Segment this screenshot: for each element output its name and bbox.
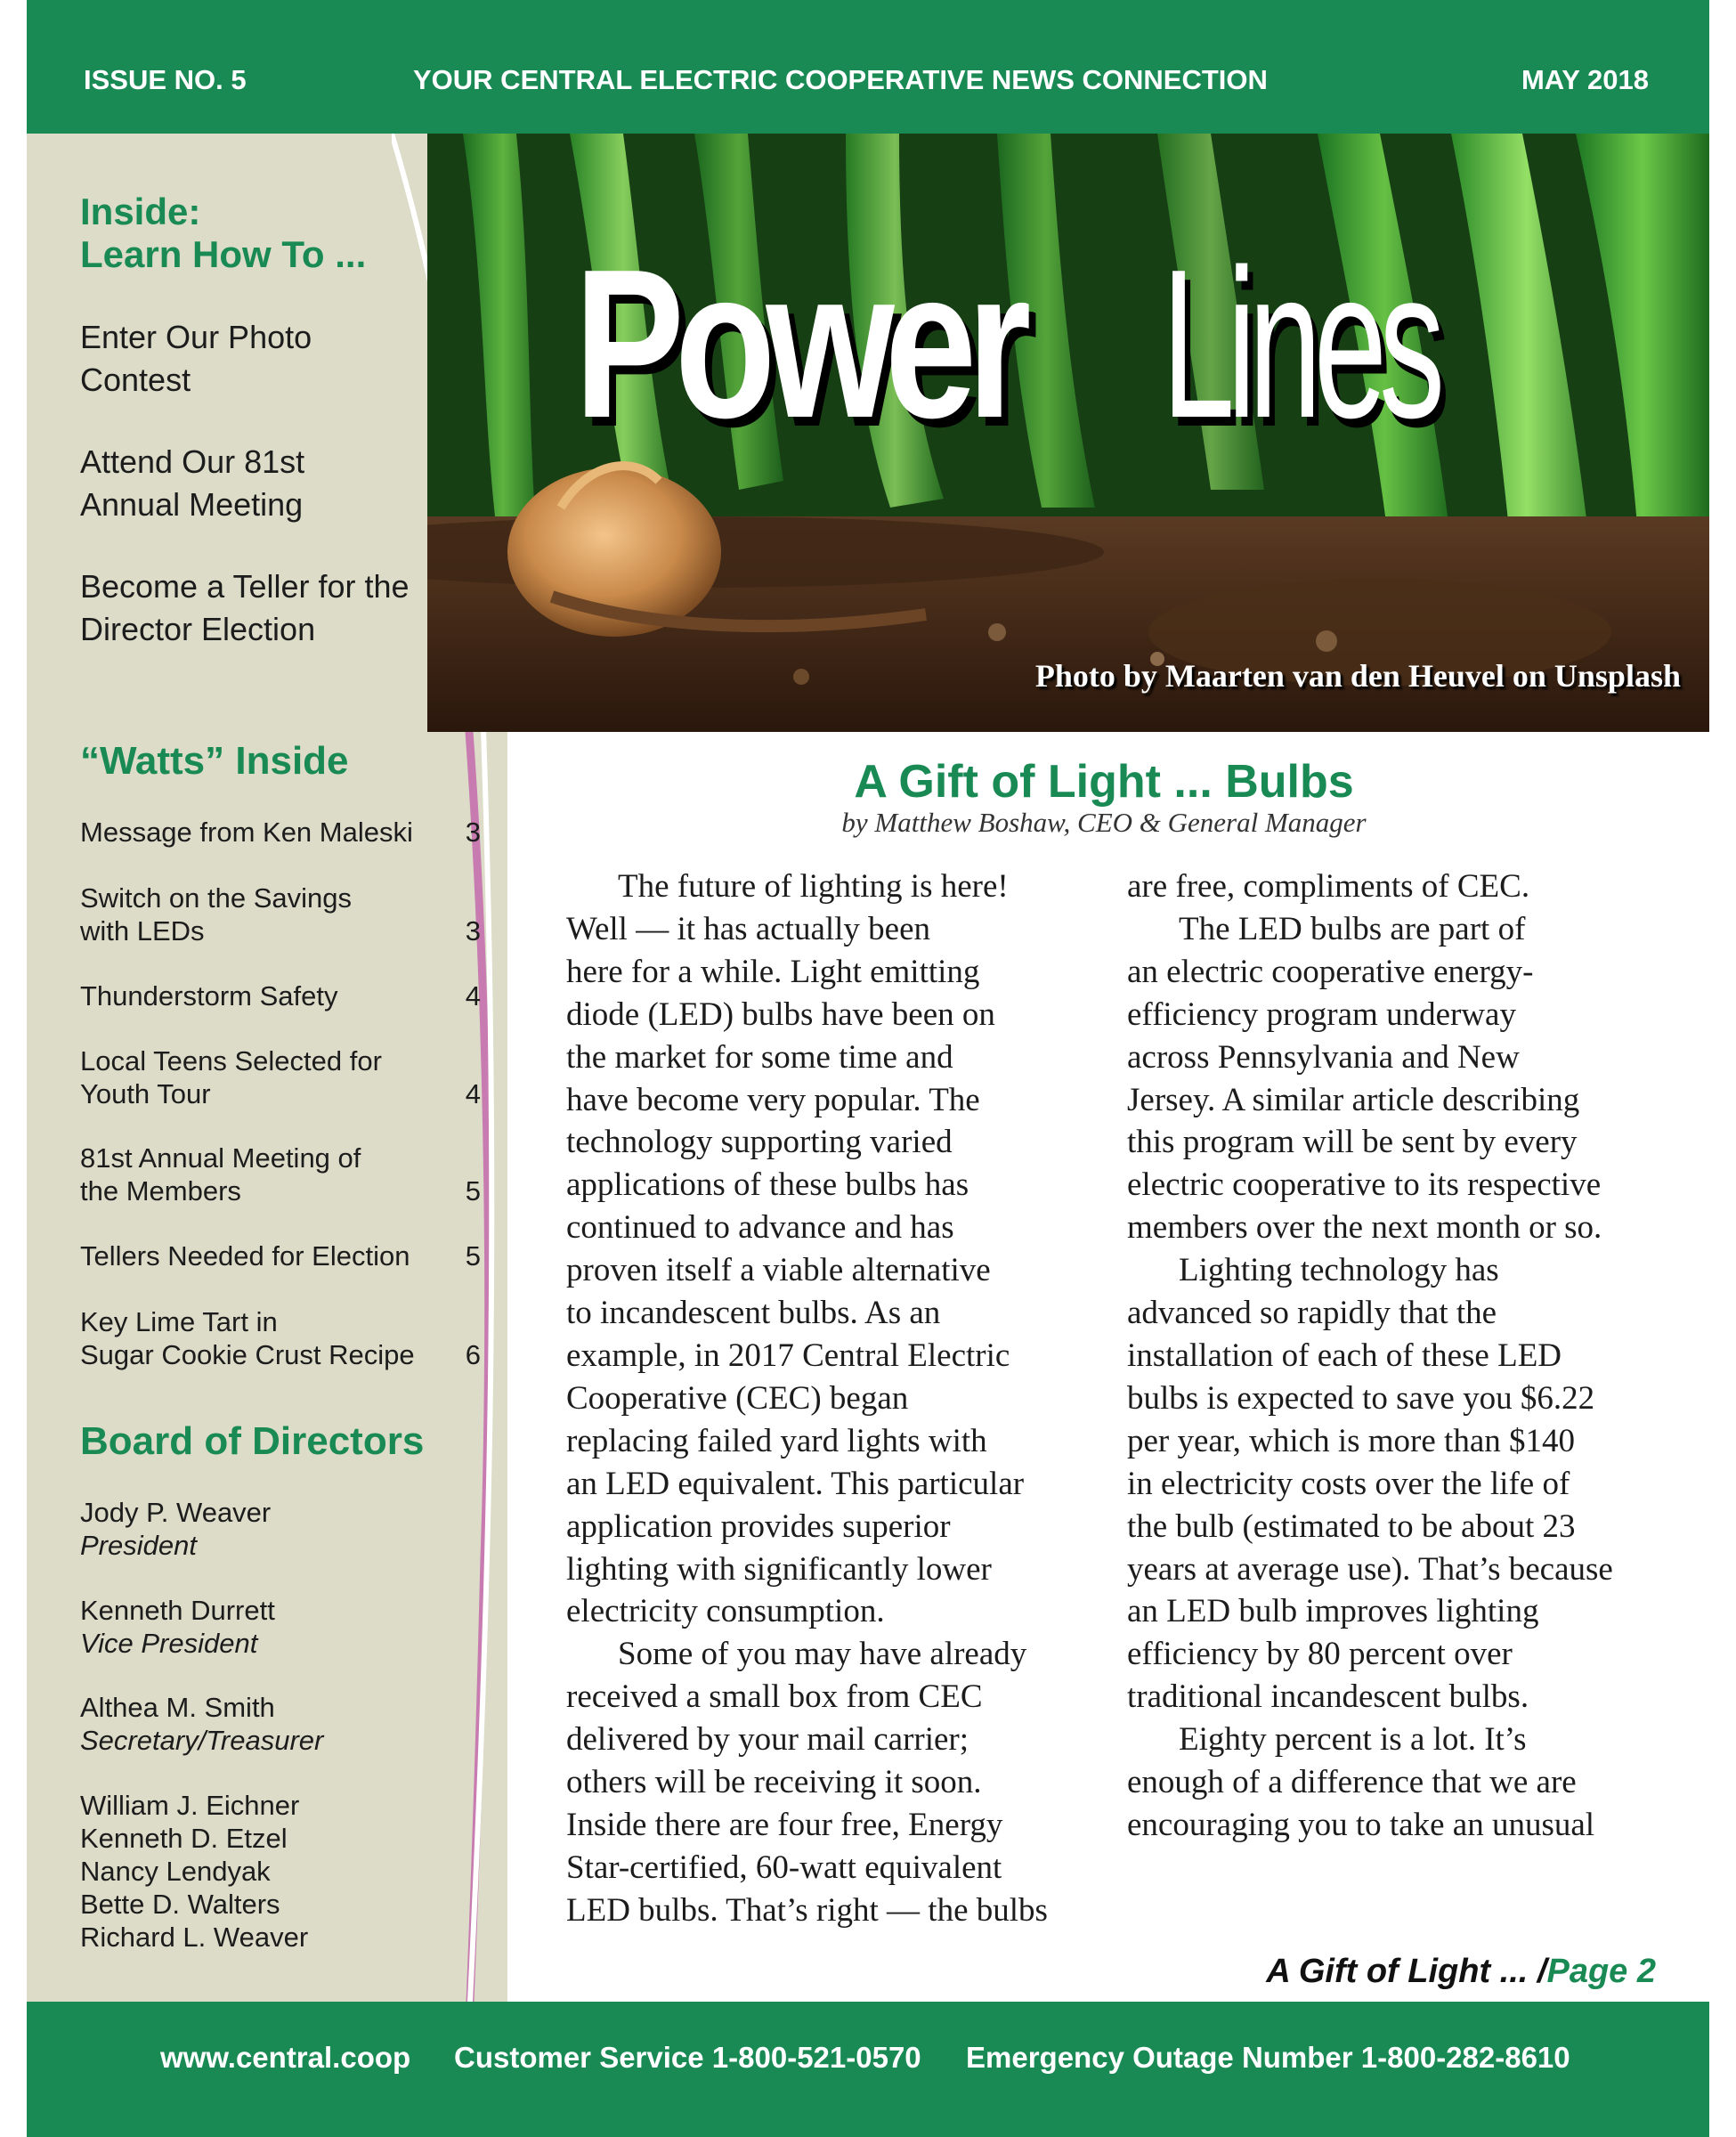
newsletter-tagline: YOUR CENTRAL ELECTRIC COOPERATIVE NEWS CONNECTION <box>413 64 1268 95</box>
article-line: received a small box from CEC <box>566 1678 983 1716</box>
article-line: The future of lighting is here! <box>618 868 1009 905</box>
footer-emergency-number: Emergency Outage Number 1-800-282-8610 <box>966 2041 1570 2074</box>
board-member-name: William J. Eichner <box>80 1790 300 1821</box>
inside-heading-line2: Learn How To ... <box>80 233 367 275</box>
inside-item-annual-meeting <box>80 441 472 526</box>
article-line: electricity consumption. <box>566 1593 885 1630</box>
toc-page-number: 5 <box>465 1175 481 1207</box>
article-line: this program will be sent by every <box>1127 1124 1578 1161</box>
article-line: in electricity costs over the life of <box>1127 1465 1570 1502</box>
toc-page-number: 6 <box>465 1339 481 1370</box>
board-officer <box>80 1594 275 1660</box>
toc-item <box>80 979 481 1012</box>
article-line: enough of a difference that we are <box>1127 1764 1577 1801</box>
article-line: delivered by your mail carrier; <box>566 1721 969 1759</box>
toc-title: Youth Tour <box>80 1078 211 1109</box>
article-line: Cooperative (CEC) began <box>566 1379 909 1417</box>
toc-title: Switch on the Savings <box>80 882 353 914</box>
article-line: an electric cooperative energy- <box>1127 953 1534 990</box>
watts-inside-heading: “Watts” Inside <box>80 739 349 783</box>
article-title: A Gift of Light ... Bulbs <box>854 756 1354 808</box>
toc-title: the Members <box>80 1175 241 1207</box>
article-line: are free, compliments of CEC. <box>1127 868 1530 905</box>
continued-link[interactable] <box>1266 1953 1656 1991</box>
article-line: application provides superior <box>566 1507 951 1545</box>
photo-credit: Photo by Maarten van den Heuvel on Unsplash <box>1034 658 1681 694</box>
article-line: the bulb (estimated to be about 23 <box>1127 1507 1576 1545</box>
board-officer-role: Vice President <box>80 1628 258 1659</box>
article-line: years at average use). That’s because <box>1127 1550 1613 1588</box>
toc-page-number: 5 <box>465 1240 481 1272</box>
article-line: an LED bulb improves lighting <box>1127 1593 1539 1630</box>
continued-text: A Gift of Light ... / <box>1266 1953 1547 1990</box>
board-member-name: Bette D. Walters <box>80 1889 280 1920</box>
inside-item-photo-contest <box>80 316 472 402</box>
article-line: efficiency program underway <box>1127 995 1516 1033</box>
article-line: Well — it has actually been <box>566 910 931 947</box>
article-line: electric cooperative to its respective <box>1127 1166 1602 1204</box>
toc-title: with LEDs <box>80 915 205 947</box>
toc-title: 81st Annual Meeting of <box>80 1142 361 1174</box>
board-members-list <box>80 1789 308 1954</box>
masthead-lines: Lines <box>1162 226 1438 462</box>
board-officer-role: President <box>80 1530 197 1561</box>
board-member-name: Kenneth D. Etzel <box>80 1823 288 1854</box>
issue-date: MAY 2018 <box>1521 64 1649 95</box>
article-line: lighting with significantly lower <box>566 1550 992 1588</box>
toc-item <box>80 1239 481 1272</box>
toc-title: Sugar Cookie Crust Recipe <box>80 1339 415 1370</box>
article-line: efficiency by 80 percent over <box>1127 1636 1513 1673</box>
masthead-power: Power <box>574 226 1022 462</box>
footer-bar <box>27 2002 1709 2137</box>
article-line: have become very popular. The <box>566 1081 980 1118</box>
board-officer-role: Secretary/Treasurer <box>80 1725 324 1756</box>
article-column-2 <box>1127 865 1670 1847</box>
article-line: Eighty percent is a lot. It’s <box>1179 1721 1527 1759</box>
article-line: encouraging you to take an unusual <box>1127 1806 1595 1843</box>
board-officer <box>80 1691 323 1757</box>
article-column-1 <box>566 865 1100 1932</box>
article-line: Jersey. A similar article describing <box>1127 1081 1580 1118</box>
toc-title: Tellers Needed for Election <box>80 1240 410 1272</box>
article-line: across Pennsylvania and New <box>1127 1038 1520 1076</box>
toc-title: Local Teens Selected for <box>80 1045 382 1077</box>
inside-item-teller <box>80 565 472 651</box>
article-line: technology supporting varied <box>566 1124 953 1161</box>
toc-page-number: 4 <box>465 980 481 1012</box>
article-line: others will be receiving it soon. <box>566 1764 982 1801</box>
article-line: installation of each of these LED <box>1127 1337 1562 1374</box>
board-member-name: Nancy Lendyak <box>80 1856 271 1887</box>
board-officer-name: Jody P. Weaver <box>80 1497 272 1528</box>
article-line: The LED bulbs are part of <box>1179 910 1526 947</box>
toc-page-number: 4 <box>465 1078 481 1109</box>
article-line: Lighting technology has <box>1179 1252 1499 1289</box>
inside-item-text: Annual Meeting <box>80 486 304 523</box>
inside-item-text: Become a Teller for the <box>80 568 410 605</box>
board-member-name: Richard L. Weaver <box>80 1922 309 1953</box>
article-line: Star-certified, 60-watt equivalent <box>566 1849 1002 1886</box>
article-line: an LED equivalent. This particular <box>566 1465 1025 1502</box>
footer-customer-service: Customer Service 1-800-521-0570 <box>454 2041 921 2074</box>
footer-website-link[interactable]: www.central.coop <box>160 2041 411 2074</box>
inside-item-text: Director Election <box>80 611 316 647</box>
article-line: the market for some time and <box>566 1038 953 1076</box>
article-line: proven itself a viable alternative <box>566 1252 991 1289</box>
article-line: applications of these bulbs has <box>566 1166 969 1204</box>
toc-title: Thunderstorm Safety <box>80 980 338 1012</box>
issue-number: ISSUE NO. 5 <box>84 64 247 95</box>
toc-item <box>80 882 481 947</box>
inside-heading-line1: Inside: <box>80 191 201 232</box>
article-line: replacing failed yard lights with <box>566 1422 987 1459</box>
toc-page-number: 3 <box>465 915 481 947</box>
article-line: continued to advance and has <box>566 1209 954 1247</box>
inside-item-text: Enter Our Photo <box>80 319 312 355</box>
article-line: bulbs is expected to save you $6.22 <box>1127 1379 1595 1417</box>
toc-item <box>80 1305 481 1371</box>
inside-item-text: Contest <box>80 362 191 398</box>
toc-title: Key Lime Tart in <box>80 1306 278 1337</box>
article-line: example, in 2017 Central Electric <box>566 1337 1010 1374</box>
board-officer-name: Kenneth Durrett <box>80 1595 275 1626</box>
article-line: diode (LED) bulbs have been on <box>566 995 995 1033</box>
board-officer-name: Althea M. Smith <box>80 1692 275 1723</box>
hero-photo <box>427 134 1709 732</box>
inside-item-text: Attend Our 81st <box>80 443 305 480</box>
article-line: per year, which is more than $140 <box>1127 1422 1576 1459</box>
toc-title: Message from Ken Maleski <box>80 817 413 848</box>
article-line: LED bulbs. That’s right — the bulbs <box>566 1891 1048 1929</box>
article-line: traditional incandescent bulbs. <box>1127 1678 1529 1716</box>
toc-item <box>80 816 481 849</box>
article-line: Inside there are four free, Energy <box>566 1806 1003 1843</box>
article-byline: by Matthew Boshaw, CEO & General Manager <box>841 807 1367 838</box>
article-line: members over the next month or so. <box>1127 1209 1602 1247</box>
article-line: Some of you may have already <box>618 1636 1027 1673</box>
masthead-title <box>574 226 1438 462</box>
article-line: here for a while. Light emitting <box>566 953 980 990</box>
article-line: to incandescent bulbs. As an <box>566 1295 941 1332</box>
continued-page: Page 2 <box>1546 1953 1656 1990</box>
board-heading: Board of Directors <box>80 1419 425 1463</box>
article-line: advanced so rapidly that the <box>1127 1295 1497 1332</box>
toc-page-number: 3 <box>465 817 481 848</box>
inside-heading <box>80 191 366 276</box>
toc-item <box>80 1142 481 1207</box>
header-bar <box>27 0 1709 134</box>
board-officer <box>80 1496 271 1562</box>
toc-item <box>80 1044 481 1110</box>
